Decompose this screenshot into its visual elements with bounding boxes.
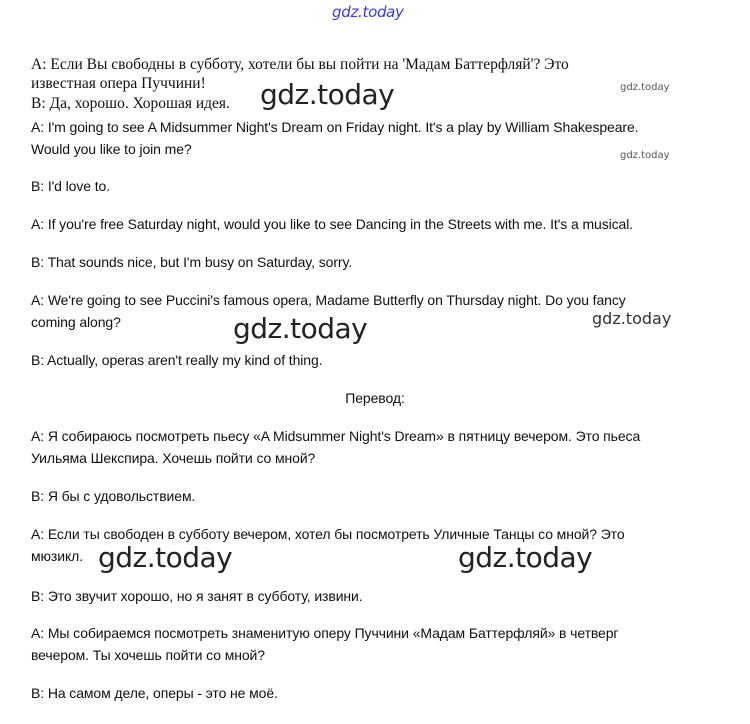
watermark-large: gdz.today: [260, 78, 395, 111]
intro-line-2: известная опера Пуччини!: [31, 75, 206, 92]
en-line-1b: Would you like to join me?: [31, 141, 192, 157]
watermark-small: gdz.today: [620, 150, 670, 161]
ru-line-5b: вечером. Ты хочешь пойти со мной?: [31, 647, 265, 663]
en-line-4: B: That sounds nice, but I'm busy on Saturday, sorry.: [31, 254, 353, 270]
ru-line-2: B: Я бы с удовольствием.: [31, 488, 196, 504]
translation-heading: Перевод:: [345, 390, 405, 406]
watermark-top: gdz.today: [332, 3, 404, 21]
en-line-6: B: Actually, operas aren't really my kind of thing.: [31, 352, 323, 368]
ru-line-1b: Уильяма Шекспира. Хочешь пойти со мной?: [31, 450, 316, 466]
en-line-2: B: I'd love to.: [31, 178, 110, 194]
watermark-large: gdz.today: [233, 312, 368, 345]
watermark-large: gdz.today: [458, 541, 593, 574]
ru-line-4: B: Это звучит хорошо, но я занят в субботу, извини.: [31, 588, 363, 604]
ru-line-3b: мюзикл.: [31, 548, 84, 564]
intro-line-3: B: Да, хорошо. Хорошая идея.: [31, 95, 230, 112]
watermark-large: gdz.today: [98, 541, 233, 574]
en-line-1a: A: I'm going to see A Midsummer Night's Dream on Friday night. It's a play by William Shakespeare.: [31, 119, 639, 135]
en-line-3: A: If you're free Saturday night, would you like to see Dancing in the Streets with me. It's a musical.: [31, 216, 634, 232]
en-line-5a: A: We're going to see Puccini's famous opera, Madame Butterfly on Thursday night. Do you fancy: [31, 292, 626, 308]
watermark-medium: gdz.today: [592, 309, 672, 328]
ru-line-1a: A: Я собираюсь посмотреть пьесу «A Midsummer Night's Dream» в пятницу вечером. Это пьеса: [31, 428, 641, 444]
ru-line-3a: A: Если ты свободен в субботу вечером, хотел бы посмотреть Уличные Танцы со мной? Это: [31, 526, 625, 542]
watermark-small: gdz.today: [620, 82, 670, 93]
en-line-5b: coming along?: [31, 314, 121, 330]
intro-line-1: A: Если Вы свободны в субботу, хотели бы вы пойти на 'Мадам Баттерфляй'? Это: [31, 56, 569, 73]
ru-line-5a: A: Мы собираемся посмотреть знаменитую оперу Пуччини «Мадам Баттерфляй» в четверг: [31, 625, 619, 641]
ru-line-6: B: На самом деле, оперы - это не моё.: [31, 685, 278, 701]
